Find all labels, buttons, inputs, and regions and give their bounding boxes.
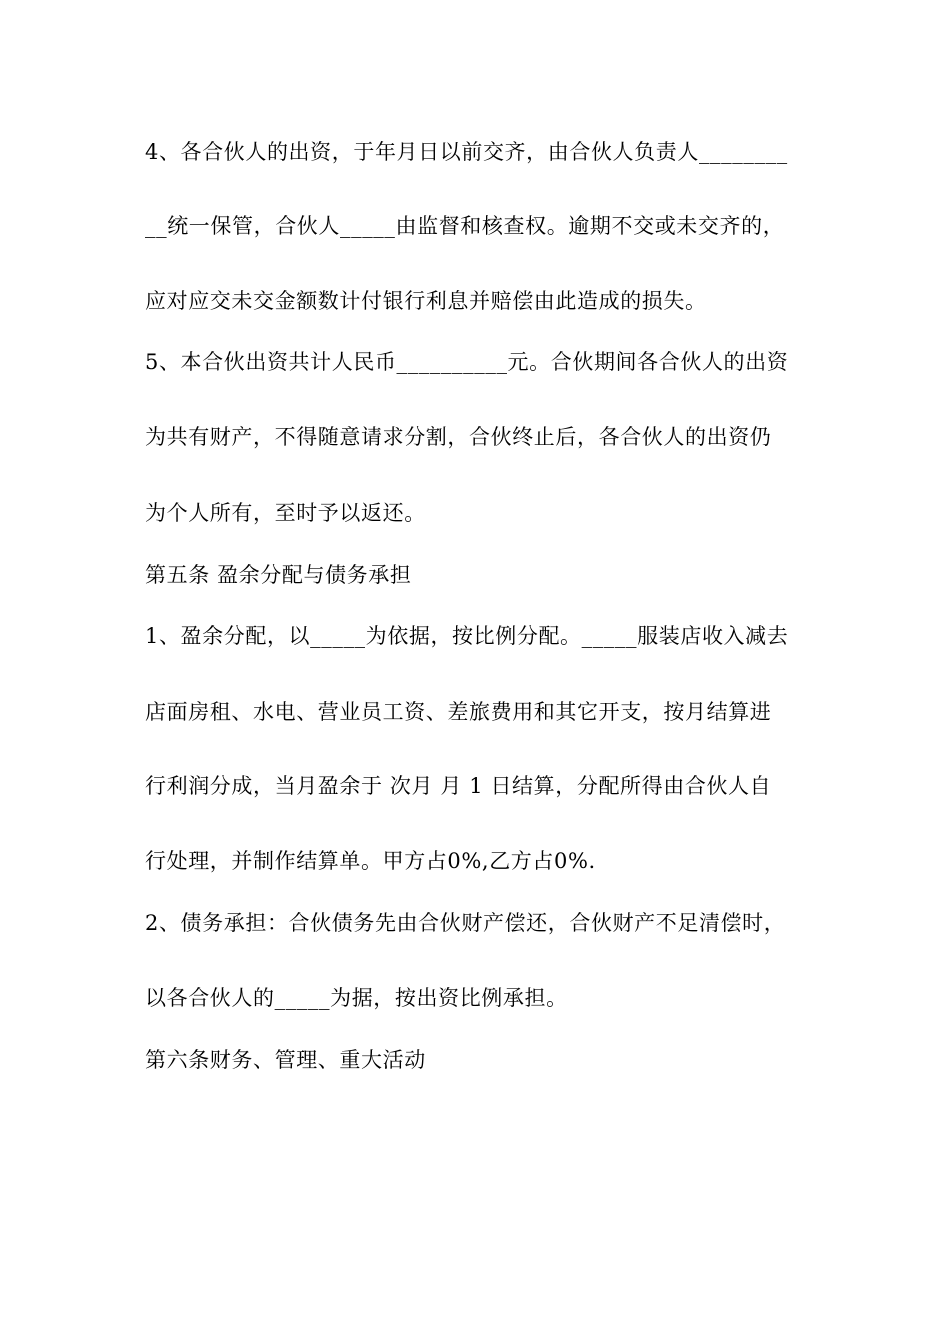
- text-line: 5、本合伙出资共计人民币__________元。合伙期间各合伙人的出资: [145, 350, 789, 374]
- text-line: 应对应交未交金额数计付银行利息并赔偿由此造成的损失。: [145, 289, 707, 313]
- section-heading: 第六条财务、管理、重大活动: [145, 1048, 426, 1072]
- text-line: 行处理，并制作结算单。甲方占0%,乙方占0%.: [145, 849, 596, 873]
- text-line: 2、债务承担：合伙债务先由合伙财产偿还，合伙财产不足清偿时，: [145, 911, 786, 935]
- text-line: 4、各合伙人的出资，于年月日以前交齐，由合伙人负责人________: [145, 140, 788, 164]
- text-line: 1、盈余分配，以_____为依据，按比例分配。_____服装店收入减去: [145, 624, 789, 648]
- section-heading: 第五条 盈余分配与债务承担: [145, 563, 412, 587]
- text-line: 以各合伙人的_____为据，按出资比例承担。: [145, 986, 568, 1010]
- text-line: 为个人所有，至时予以返还。: [145, 501, 426, 525]
- text-line: 店面房租、水电、营业员工资、差旅费用和其它开支，按月结算进: [145, 700, 772, 724]
- text-line: 行利润分成，当月盈余于 次月 月 1 日结算，分配所得由合伙人自: [145, 774, 772, 798]
- text-line: 为共有财产，不得随意请求分割，合伙终止后，各合伙人的出资仍: [145, 425, 772, 449]
- text-line: __统一保管，合伙人_____由监督和核查权。逾期不交或未交齐的，: [145, 214, 785, 238]
